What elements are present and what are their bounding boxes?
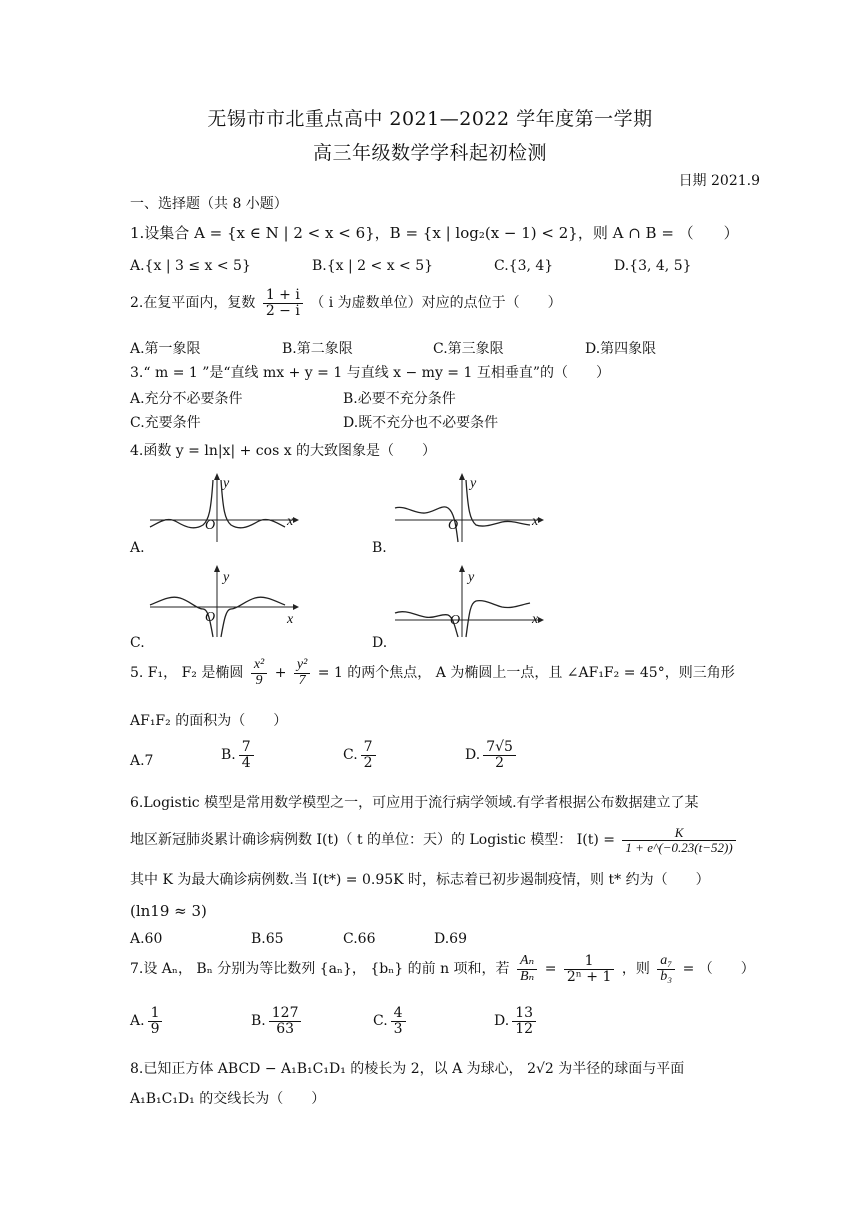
question-6-fraction bbox=[622, 826, 735, 854]
exam-date: 日期 2021.9 bbox=[678, 173, 760, 189]
graph-a-x-label: x bbox=[287, 514, 294, 529]
q7-c-den: 3 bbox=[393, 1020, 403, 1037]
question-3-option-d: D.既不充分也不必要条件 bbox=[343, 415, 499, 431]
question-7-option-b bbox=[251, 1006, 304, 1036]
question-5-text-a: 5. F₁， F₂ 是椭圆 bbox=[130, 665, 244, 682]
question-7-fraction-ab bbox=[517, 954, 537, 984]
question-6-option-a: A.60 bbox=[130, 931, 163, 947]
question-2-option-b: B.第二象限 bbox=[282, 341, 353, 357]
graph-b-origin-label: O bbox=[448, 518, 459, 533]
graph-a-y-label: y bbox=[223, 476, 230, 491]
question-4-option-d: D. bbox=[372, 635, 388, 651]
question-7-fraction-ratio bbox=[564, 954, 615, 984]
q7-suffix: = （ ） bbox=[682, 961, 755, 978]
option-c-fraction bbox=[361, 740, 376, 770]
question-5-fraction-x bbox=[251, 658, 267, 688]
x-arrow-icon bbox=[538, 517, 544, 523]
question-2-denominator: 2 − i bbox=[265, 302, 300, 319]
question-4-option-c: C. bbox=[130, 635, 145, 651]
option-b-fraction bbox=[239, 740, 254, 770]
question-5-option-a: A.7 bbox=[130, 753, 154, 769]
question-5-line2: AF₁F₂ 的面积为（ ） bbox=[130, 713, 288, 729]
question-6-line1: 6.Logistic 模型是常用数学模型之一，可应用于流行病学领域.有学者根据公布数据建立了某 bbox=[130, 795, 699, 811]
q7-f2-num: 1 bbox=[564, 954, 615, 970]
option-d-fraction bbox=[483, 740, 516, 770]
curve-right bbox=[466, 601, 530, 637]
q7-c-fraction bbox=[391, 1006, 406, 1036]
question-2-option-a: A.第一象限 bbox=[130, 341, 201, 357]
question-1-option-b: B.{x | 2 < x < 5} bbox=[312, 258, 434, 274]
question-2-option-d: D.第四象限 bbox=[585, 341, 657, 357]
question-2-option-c: C.第三象限 bbox=[433, 341, 504, 357]
question-8-line1: 8.已知正方体 ABCD − A₁B₁C₁D₁ 的棱长为 2，以 A 为球心， 2√2 为半径的球面与平面 bbox=[130, 1061, 685, 1077]
curve-right bbox=[221, 597, 285, 637]
graph-b-x-label: x bbox=[532, 514, 539, 529]
section-heading: 一、选择题（共 8 小题） bbox=[130, 196, 288, 212]
q7-b-fraction bbox=[269, 1006, 302, 1036]
question-3-option-b: B.必要不充分条件 bbox=[343, 391, 456, 407]
question-6-option-c: C.66 bbox=[343, 931, 376, 947]
option-d-num: 7√5 bbox=[483, 740, 516, 756]
option-c-num: 7 bbox=[361, 740, 376, 756]
question-5-fraction-y bbox=[294, 658, 310, 688]
question-2-stem bbox=[130, 288, 562, 318]
question-2-suffix: （ i 为虚数单位）对应的点位于（ ） bbox=[310, 295, 562, 312]
question-4-option-a: A. bbox=[130, 540, 145, 556]
q7-b-num: 127 bbox=[269, 1006, 302, 1022]
question-1-option-d: D.{3, 4, 5} bbox=[614, 258, 692, 274]
question-6-line3: 其中 K 为最大确诊病例数.当 I(t*) = 0.95K 时，标志着已初步遏制疫情，则 t* 约为（ ） bbox=[130, 872, 710, 888]
question-5-option-c bbox=[343, 740, 379, 770]
y-arrow-icon bbox=[214, 565, 220, 572]
question-8-line2: A₁B₁C₁D₁ 的交线长为（ ） bbox=[130, 1091, 326, 1107]
question-2-prefix: 2.在复平面内，复数 bbox=[130, 295, 256, 312]
y-arrow-icon bbox=[214, 473, 220, 480]
q7-equals: = bbox=[544, 961, 557, 978]
exam-title-line2: 高三年级数学学科起初检测 bbox=[312, 142, 547, 164]
question-6-hint: (ln19 ≈ 3) bbox=[130, 902, 207, 920]
question-1-option-c: C.{3, 4} bbox=[494, 258, 554, 274]
curve-left bbox=[395, 612, 461, 637]
question-7-option-c bbox=[373, 1006, 409, 1036]
question-2-numerator: 1 + i bbox=[263, 288, 303, 304]
question-3-option-a: A.充分不必要条件 bbox=[130, 391, 243, 407]
y-arrow-icon bbox=[459, 565, 465, 572]
question-5-option-d bbox=[465, 740, 519, 770]
question-7-stem bbox=[130, 954, 755, 984]
q7-a-fraction bbox=[148, 1006, 163, 1036]
q7-c-label: C. bbox=[373, 1013, 388, 1030]
q7-b-den: 63 bbox=[276, 1020, 295, 1037]
q7-a-num: 1 bbox=[148, 1006, 163, 1022]
question-5-plus: + bbox=[274, 665, 287, 682]
option-c-label: C. bbox=[343, 747, 358, 764]
option-b-num: 7 bbox=[239, 740, 254, 756]
q7-then: ，则 bbox=[621, 961, 650, 978]
q7-f3-num: a₇ bbox=[657, 954, 675, 970]
question-7-fraction-target bbox=[657, 954, 675, 984]
q7-d-den: 12 bbox=[515, 1020, 534, 1037]
graph-d-y-label: y bbox=[468, 570, 475, 585]
question-7-option-a bbox=[130, 1006, 165, 1036]
question-7-prefix: 7.设 Aₙ， Bₙ 分别为等比数列 {aₙ}， {bₙ} 的前 n 项和，若 bbox=[130, 961, 510, 978]
curve-left bbox=[150, 597, 216, 637]
question-1-option-a: A.{x | 3 ≤ x < 5} bbox=[130, 258, 251, 274]
curve-right bbox=[221, 480, 285, 528]
question-5-fx-num: x² bbox=[251, 658, 267, 674]
x-arrow-icon bbox=[293, 604, 299, 610]
question-5-fx-den: 9 bbox=[255, 672, 263, 688]
graph-b-y-label: y bbox=[470, 476, 477, 491]
q7-b-label: B. bbox=[251, 1013, 266, 1030]
question-5-fy-num: y² bbox=[294, 658, 310, 674]
option-c-den: 2 bbox=[363, 754, 373, 771]
question-4-option-b: B. bbox=[372, 540, 387, 556]
graph-c-x-label: x bbox=[287, 612, 294, 627]
q7-d-label: D. bbox=[494, 1013, 510, 1030]
question-5-text-b: = 1 的两个焦点， A 为椭圆上一点，且 ∠AF₁F₂ = 45°，则三角形 bbox=[317, 665, 735, 682]
exam-title-line1: 无锡市市北重点高中 2021—2022 学年度第一学期 bbox=[207, 108, 653, 130]
q7-f3-den: b₃ bbox=[660, 968, 673, 984]
question-4-stem: 4.函数 y = ln|x| + cos x 的大致图象是（ ） bbox=[130, 443, 437, 459]
y-arrow-icon bbox=[459, 473, 465, 480]
q7-f2-den: 2ⁿ + 1 bbox=[566, 968, 612, 985]
graph-c-origin-label: O bbox=[205, 610, 216, 625]
graph-d-origin-label: O bbox=[450, 613, 461, 628]
q7-d-num: 13 bbox=[512, 1006, 536, 1022]
option-b-den: 4 bbox=[241, 754, 251, 771]
graph-c-y-label: y bbox=[223, 570, 230, 585]
question-5-fy-den: 7 bbox=[298, 672, 306, 688]
option-d-den: 2 bbox=[495, 754, 505, 771]
question-7-option-d bbox=[494, 1006, 539, 1036]
q7-c-num: 4 bbox=[391, 1006, 406, 1022]
question-3-option-c: C.充要条件 bbox=[130, 415, 201, 431]
q7-a-den: 9 bbox=[150, 1020, 160, 1037]
graph-a-origin-label: O bbox=[205, 518, 216, 533]
question-6-option-d: D.69 bbox=[434, 931, 467, 947]
q7-a-label: A. bbox=[130, 1013, 145, 1030]
question-6-text: 地区新冠肺炎累计确诊病例数 I(t)（ t 的单位：天）的 Logistic 模型： I(t) = bbox=[130, 832, 615, 849]
question-5-option-b bbox=[221, 740, 257, 770]
x-arrow-icon bbox=[538, 617, 544, 623]
q7-d-fraction bbox=[512, 1006, 536, 1036]
question-6-den: 1 + e^(−0.23(t−52)) bbox=[625, 839, 733, 855]
question-3-stem: 3.“ m = 1 ”是“直线 mx + y = 1 与直线 x − my = 1 互相垂直”的（ ） bbox=[130, 365, 610, 381]
question-6-num: K bbox=[622, 826, 735, 841]
q7-f1-num: Aₙ bbox=[517, 954, 537, 970]
question-5-line1 bbox=[130, 658, 735, 688]
x-arrow-icon bbox=[293, 517, 299, 523]
question-2-fraction bbox=[263, 288, 303, 318]
option-d-label: D. bbox=[465, 747, 481, 764]
question-6-option-b: B.65 bbox=[251, 931, 284, 947]
graph-d-x-label: x bbox=[532, 612, 539, 627]
question-6-line2 bbox=[130, 826, 739, 854]
question-1-stem: 1.设集合 A = {x ∈ N | 2 < x < 6}，B = {x | log₂(x − 1) < 2}，则 A ∩ B = （ ） bbox=[130, 224, 739, 242]
curve-left bbox=[150, 480, 213, 528]
q7-f1-den: Bₙ bbox=[520, 968, 535, 984]
option-b-label: B. bbox=[221, 747, 236, 764]
